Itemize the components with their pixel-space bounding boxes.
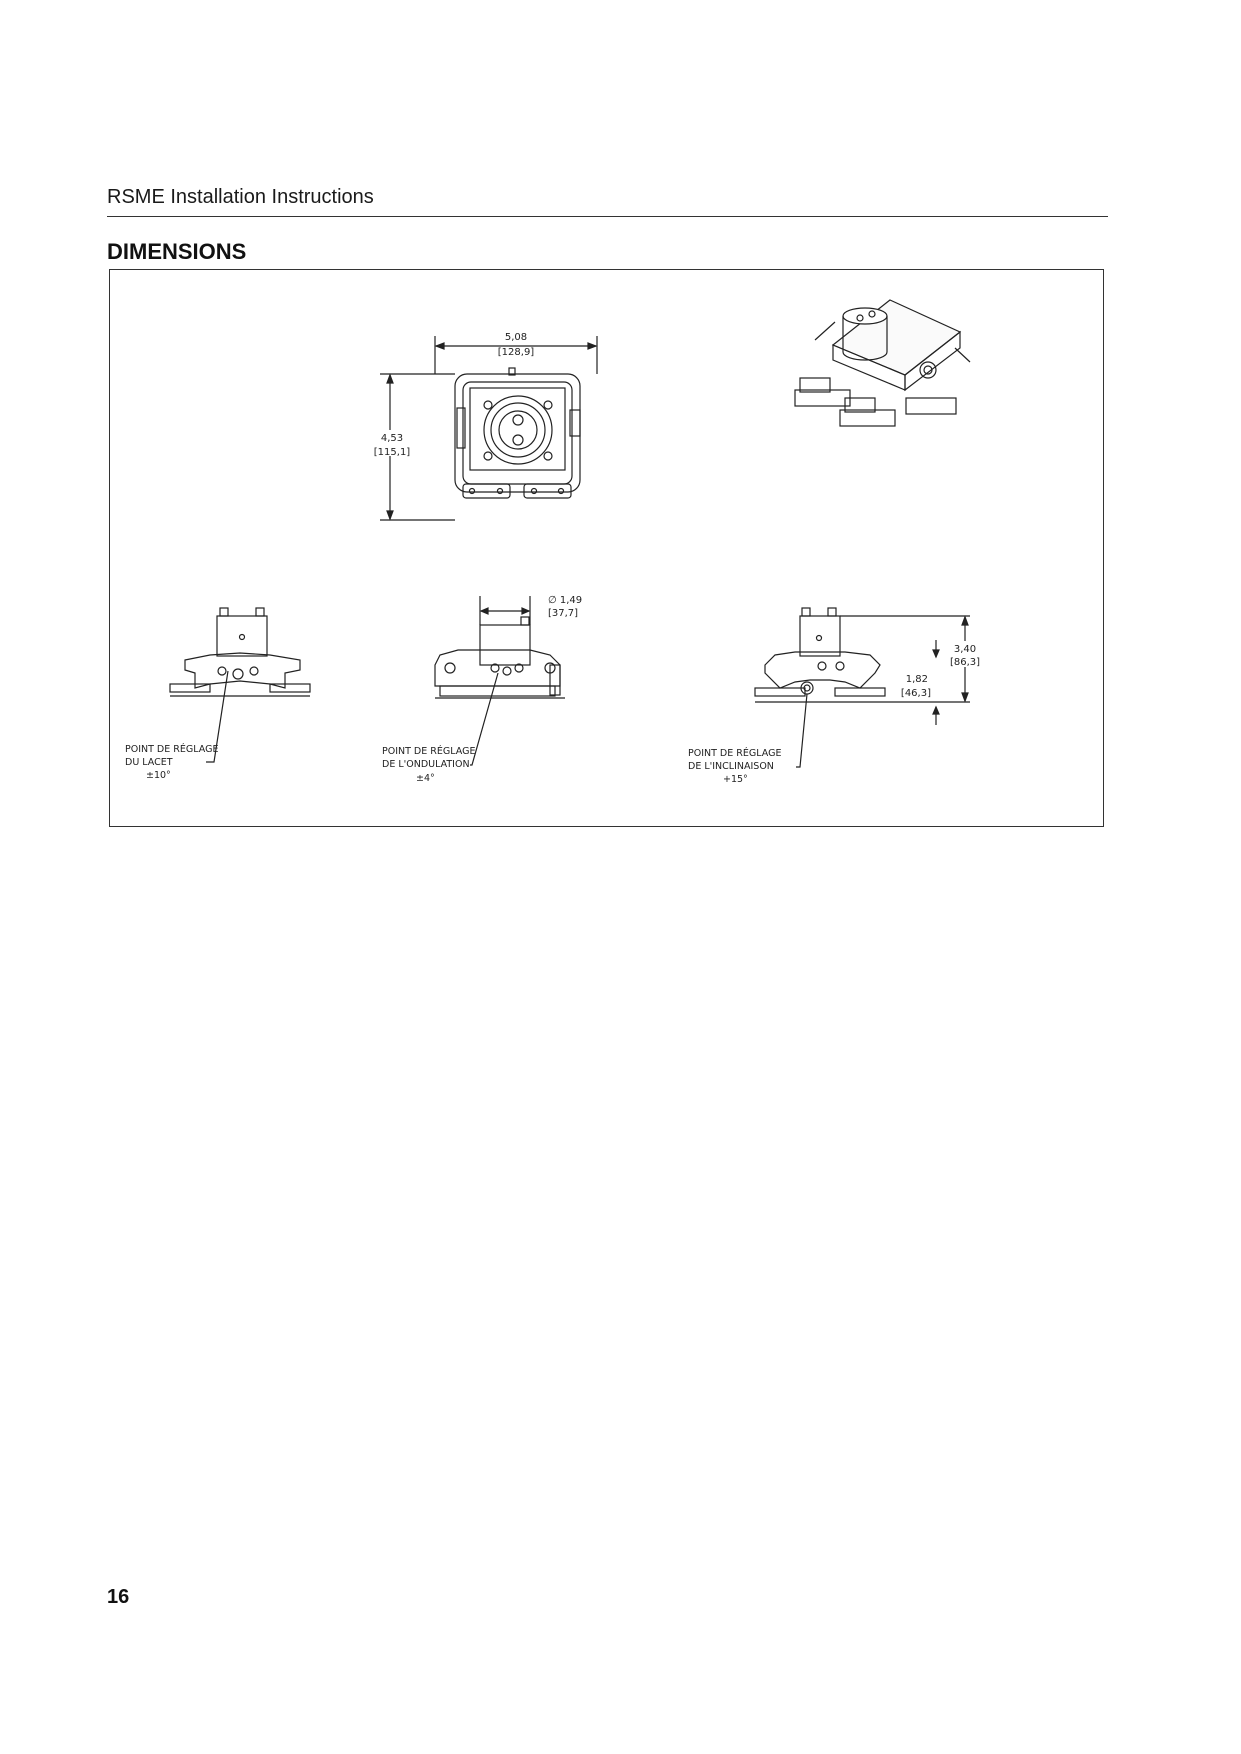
tilt-callout xyxy=(688,694,807,785)
isometric-view-drawing xyxy=(795,300,970,426)
tilt-label-line2: DE L'INCLINAISON xyxy=(688,761,774,772)
tilt-view-dimensions xyxy=(840,616,983,725)
diameter-in: ∅ 1,49 xyxy=(548,595,583,606)
diameter-dimension xyxy=(480,595,582,625)
tilt-angle: +15° xyxy=(723,774,748,785)
diameter-mm: [37,7] xyxy=(548,608,579,619)
front-view-roll-drawing xyxy=(435,617,565,698)
roll-label-line2: DE L'ONDULATION xyxy=(382,759,470,770)
partial-height-in: 1,82 xyxy=(905,674,928,685)
top-width-in: 5,08 xyxy=(504,332,528,343)
front-view-tilt-drawing xyxy=(755,608,900,702)
top-height-in: 4,53 xyxy=(380,433,404,444)
top-width-mm: [128,9] xyxy=(497,347,535,358)
partial-height-mm: [46,3] xyxy=(900,688,931,699)
yaw-label-line1: POINT DE RÉGLAGE xyxy=(125,744,219,755)
roll-angle: ±4° xyxy=(416,773,435,784)
page-number: 16 xyxy=(107,1586,130,1608)
total-height-mm: [86,3] xyxy=(949,657,981,668)
header-rule xyxy=(107,216,1108,217)
front-view-yaw-drawing xyxy=(170,608,310,696)
total-height-in: 3,40 xyxy=(953,644,977,655)
tilt-label-line1: POINT DE RÉGLAGE xyxy=(688,748,782,759)
dimensions-figure xyxy=(109,269,1104,827)
yaw-angle: ±10° xyxy=(146,770,171,781)
top-height-mm: [115,1] xyxy=(373,447,411,458)
top-view-drawing xyxy=(455,368,580,498)
roll-label-line1: POINT DE RÉGLAGE xyxy=(382,746,476,757)
yaw-label-line2: DU LACET xyxy=(125,757,173,768)
yaw-callout xyxy=(125,671,228,781)
page-header-title: RSME Installation Instructions xyxy=(107,186,374,208)
section-title: DIMENSIONS xyxy=(107,239,247,264)
